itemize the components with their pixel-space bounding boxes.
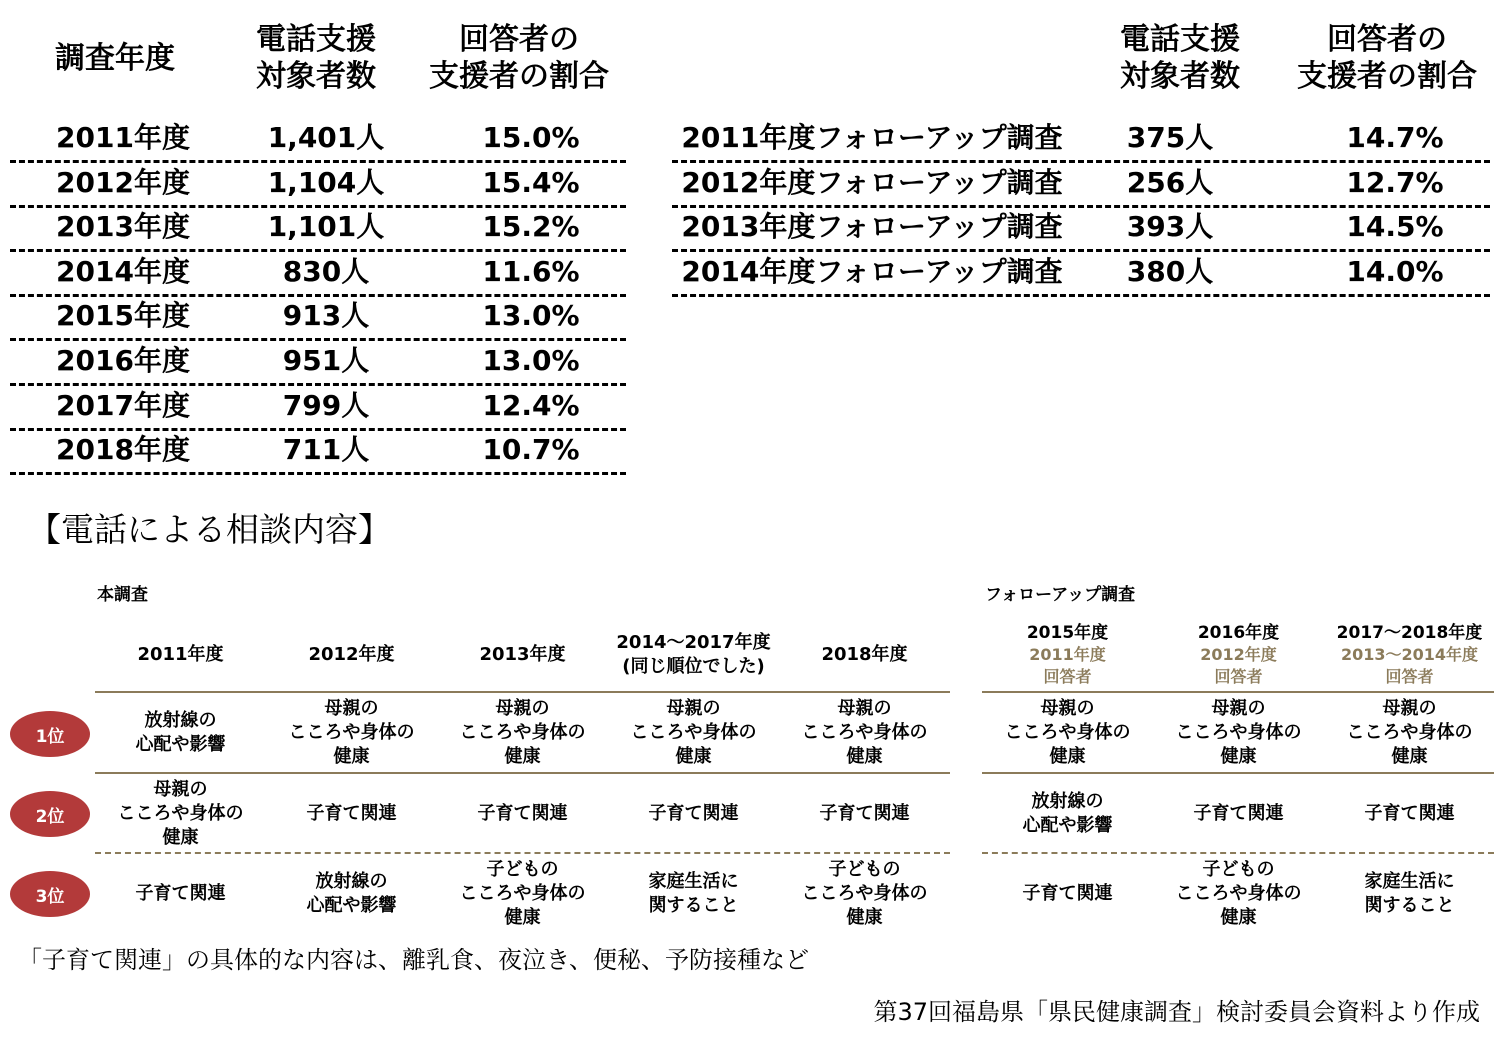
consultation-cell: 母親の こころや身体の 健康 [801,698,928,767]
divider [95,691,950,693]
followup-header-count-line1: 電話支援 [1120,22,1240,57]
divider [982,772,1494,774]
followup-row [672,250,1490,297]
header-count [218,21,414,95]
followup-column-header [1324,622,1495,688]
table-row [10,294,626,341]
followup-consultation-cell: 家庭生活に 関すること [1364,871,1455,916]
ratio-cell: 10.7% [482,433,580,467]
main-survey-label: 本調査 [97,585,148,605]
ratio-cell: 15.0% [482,121,580,154]
followup-ratio-cell: 14.5% [1346,210,1444,244]
followup-column-respondents: 2013～2014年度 回答者 [1340,645,1479,686]
ratio-cell: 13.0% [482,299,580,333]
followup-column-year: 2017～2018年度 [1336,623,1483,643]
column-header: 2013年度 [479,644,566,665]
table-row [10,339,626,386]
rank-badge: 3位 [10,871,90,917]
count-cell: 913人 [282,299,370,333]
divider [95,772,950,774]
followup-consultation-cell: 母親の こころや身体の 健康 [1346,698,1473,767]
followup-consultation-cell: 子育て関連 [1022,883,1113,904]
ratio-cell: 11.6% [482,254,580,288]
consultation-cell: 子育て関連 [477,803,568,824]
column-header: 2018年度 [821,644,908,665]
source: 第37回福島県「県民健康調査」検討委員会資料より作成 [873,998,1480,1026]
consultation-cell: 母親の こころや身体の 健康 [288,698,415,767]
followup-row [672,161,1490,208]
header-count-line1: 電話支援 [256,22,376,57]
header-ratio-line2: 支援者の割合 [429,59,609,94]
consultation-cell: 放射線の 心配や影響 [306,871,397,916]
ratio-cell: 15.4% [482,165,580,199]
column-header: 2014～2017年度 (同じ順位でした) [616,632,771,677]
table-row [10,428,626,475]
section-title: 【電話による相談内容】 [28,510,391,549]
table-row [10,205,626,252]
followup-column-header [982,622,1153,688]
consultation-cell: 子育て関連 [135,883,226,904]
followup-consultation-cell: 子どもの こころや身体の 健康 [1175,859,1302,928]
rank-badge: 2位 [10,791,90,837]
followup-count-cell: 393人 [1126,210,1214,244]
followup-header-ratio-line2: 支援者の割合 [1297,59,1477,94]
followup-consultation-cell: 子育て関連 [1364,803,1455,824]
consultation-cell: 母親の こころや身体の 健康 [117,779,244,848]
followup-column-year: 2015年度 [1026,623,1109,643]
followup-label-cell: 2011年度フォローアップ調査 [681,121,1063,154]
followup-consultation-cell: 子育て関連 [1193,803,1284,824]
followup-label-cell: 2014年度フォローアップ調査 [681,254,1063,288]
followup-survey-label: フォローアップ調査 [985,585,1136,605]
consultation-cell: 子どもの こころや身体の 健康 [459,859,586,928]
table-row [10,384,626,431]
followup-header-ratio-line1: 回答者の [1327,22,1447,57]
consultation-cell: 母親の こころや身体の 健康 [459,698,586,767]
followup-header-count-line2: 対象者数 [1120,59,1240,94]
followup-consultation-cell: 母親の こころや身体の 健康 [1004,698,1131,767]
year-cell: 2016年度 [56,344,190,377]
consultation-cell: 子どもの こころや身体の 健康 [801,859,928,928]
consultation-cell: 子育て関連 [819,803,910,824]
note: 「子育て関連」の具体的な内容は、離乳食、夜泣き、便秘、予防接種など [18,946,810,974]
header-ratio [412,21,626,95]
consultation-cell: 母親の こころや身体の 健康 [630,698,757,767]
consultation-cell: 家庭生活に 関すること [648,871,739,916]
divider [982,691,1494,693]
followup-column-header [1153,622,1324,688]
divider [95,852,950,854]
header-ratio-line1: 回答者の [459,22,579,57]
followup-row [672,116,1490,163]
table-row [10,250,626,297]
followup-header-ratio [1280,21,1494,95]
table-row [10,116,626,163]
followup-row [672,205,1490,252]
consultation-cell: 放射線の 心配や影響 [135,710,226,755]
followup-label-cell: 2013年度フォローアップ調査 [681,210,1063,244]
followup-count-cell: 256人 [1126,165,1214,199]
followup-consultation-cell: 放射線の 心配や影響 [1022,791,1113,836]
header-count-line2: 対象者数 [256,59,376,94]
followup-ratio-cell: 12.7% [1346,165,1444,199]
consultation-cell: 子育て関連 [648,803,739,824]
count-cell: 1,101人 [267,210,385,244]
year-cell: 2018年度 [56,433,190,467]
followup-ratio-cell: 14.0% [1346,254,1444,288]
column-header: 2011年度 [137,644,224,665]
year-cell: 2011年度 [56,121,190,154]
count-cell: 830人 [282,254,370,288]
followup-column-year: 2016年度 [1197,623,1280,643]
year-cell: 2012年度 [56,165,190,199]
year-cell: 2013年度 [56,210,190,244]
followup-column-respondents: 2012年度 回答者 [1200,645,1277,686]
table-row [10,161,626,208]
followup-label-cell: 2012年度フォローアップ調査 [681,165,1063,199]
followup-count-cell: 380人 [1126,254,1214,288]
count-cell: 951人 [282,344,370,377]
ratio-cell: 12.4% [482,388,580,422]
followup-header-count [1090,21,1270,95]
consultation-cell: 子育て関連 [306,803,397,824]
count-cell: 1,104人 [267,165,385,199]
followup-count-cell: 375人 [1126,121,1214,154]
year-cell: 2014年度 [56,254,190,288]
column-header: 2012年度 [308,644,395,665]
rank-badge: 1位 [10,711,90,757]
ratio-cell: 15.2% [482,210,580,244]
followup-ratio-cell: 14.7% [1346,121,1444,154]
divider [982,852,1494,854]
followup-consultation-cell: 母親の こころや身体の 健康 [1175,698,1302,767]
ratio-cell: 13.0% [482,344,580,377]
count-cell: 799人 [282,388,370,422]
count-cell: 711人 [282,433,370,467]
year-cell: 2017年度 [56,388,190,422]
year-cell: 2015年度 [56,299,190,333]
count-cell: 1,401人 [267,121,385,154]
followup-column-respondents: 2011年度 回答者 [1029,645,1106,686]
header-year: 調査年度 [55,41,175,76]
